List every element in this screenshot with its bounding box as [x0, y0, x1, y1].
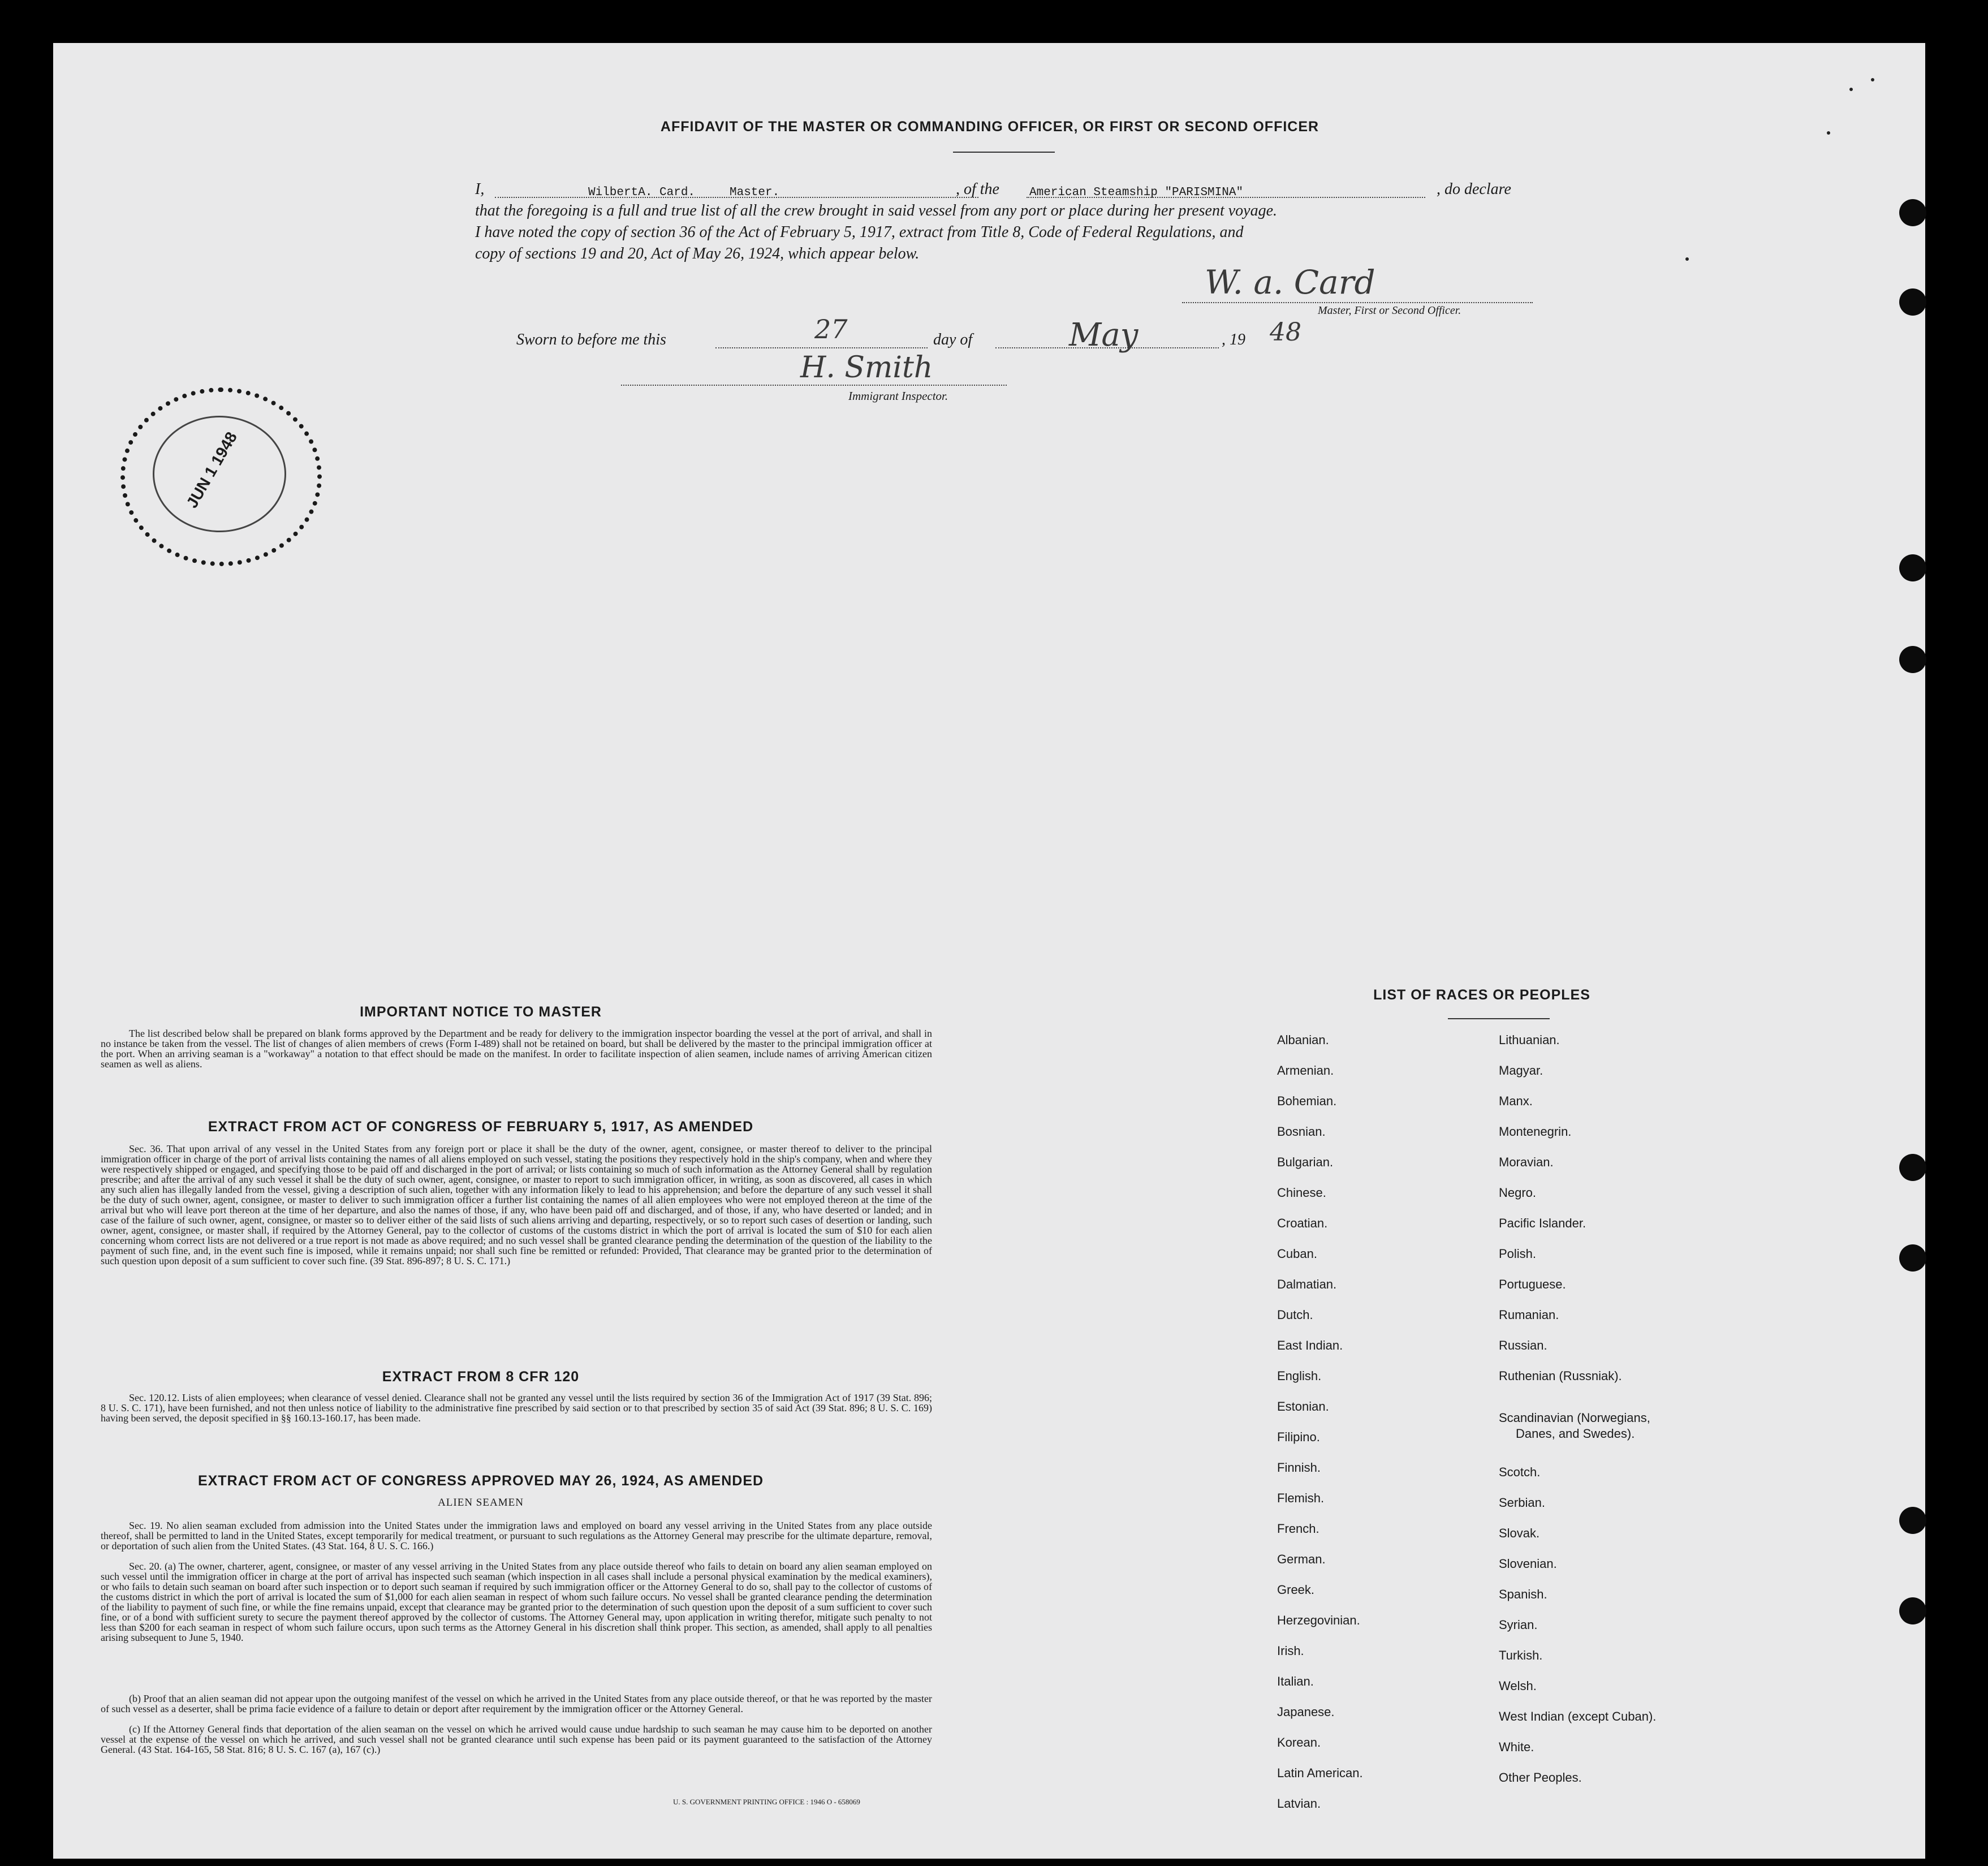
declaration-line-3: I have noted the copy of section 36 of the Act of February 5, 1917, extract from Title 8, Code of Federal Regulations, and [475, 223, 1244, 241]
race-item: Filipino. [1277, 1430, 1320, 1444]
inspector-title: Immigrant Inspector. [848, 389, 948, 403]
race-item: Bulgarian. [1277, 1155, 1334, 1169]
declaration-line-2: that the foregoing is a full and true list of all the crew brought in said vessel from any port or place during her present voyage. [475, 202, 1278, 219]
race-item: Ruthenian (Russniak). [1499, 1369, 1622, 1383]
date-stamp-text: JUN 1 1948 [183, 429, 241, 511]
i-label: I, [475, 180, 485, 198]
printer-imprint: U. S. GOVERNMENT PRINTING OFFICE : 1946 O - 658069 [673, 1798, 860, 1806]
races-title: LIST OF RACES OR PEOPLES [1373, 987, 1590, 1003]
punch-hole-1 [1899, 199, 1926, 226]
race-item: Dutch. [1277, 1308, 1313, 1322]
race-item: Moravian. [1499, 1155, 1554, 1169]
extract-1924-title: EXTRACT FROM ACT OF CONGRESS APPROVED MAY 26, 1924, AS AMENDED [197, 1473, 764, 1489]
race-item: Pacific Islander. [1499, 1216, 1586, 1230]
race-item: Danes, and Swedes). [1516, 1427, 1635, 1441]
race-item: Korean. [1277, 1735, 1321, 1749]
race-item: Irish. [1277, 1644, 1304, 1658]
extract-cfr-title: EXTRACT FROM 8 CFR 120 [382, 1369, 580, 1385]
race-item: Russian. [1499, 1338, 1547, 1352]
punch-hole-2 [1899, 288, 1926, 316]
race-item: German. [1277, 1552, 1326, 1566]
extract-1924-subtitle: ALIEN SEAMEN [438, 1497, 524, 1509]
race-item: Lithuanian. [1499, 1033, 1560, 1047]
race-item: Latin American. [1277, 1766, 1363, 1780]
sworn-year: 48 [1270, 318, 1301, 347]
race-item: Armenian. [1277, 1063, 1334, 1078]
races-title-underline [1448, 1018, 1550, 1019]
race-item: Scotch. [1499, 1465, 1541, 1479]
race-item: Japanese. [1277, 1705, 1335, 1719]
notice-title: IMPORTANT NOTICE TO MASTER [360, 1004, 602, 1020]
race-item: Manx. [1499, 1094, 1533, 1108]
races-right-column [1499, 1033, 1793, 1825]
race-item: Slovenian. [1499, 1557, 1557, 1571]
race-item: Serbian. [1499, 1496, 1545, 1510]
race-item: Rumanian. [1499, 1308, 1559, 1322]
of-the-label: , of the [956, 180, 999, 198]
race-item: Chinese. [1277, 1186, 1326, 1200]
day-of-label: day of [933, 331, 973, 348]
extract-1924-sec20a: Sec. 20. (a) The owner, charterer, agent, consignee, or master of any vessel arriving in the United States from any place outside thereof who fails to detain on board any alien seaman employed on such vessel until the immigration officer in charge at the port of arrival has inspected such seaman (which inspection in all cases shall include a personal physical examination by the medical examiners), or who fails to detain such seaman on board after such inspection or to deport such seaman if required by such immigration officer or the Attorney General to do so, shall pay to the collector of customs of the customs district in which the port of arrival is located the sum of $1,000 for each alien seaman in respect of whom such failure occurs. No vessel shall be granted clearance pending the determination of the liability to payment of such fine, or while the fine remains unpaid, except that clearance may be granted prior to the determination of such question upon the deposit of a sum sufficient to cover such fine, or of a bond with sufficient surety to secure the payment thereof approved by the collector of customs. The Attorney General may, upon application in writing therefor, mitigate such penalty to not less than $200 for each seaman in respect of whom such failure occurs, upon such terms as the Attorney General in his discretion shall think proper. This section, as amended, shall apply to all penalties arising subsequent to June 5, 1940. [101, 1561, 932, 1643]
title-underline [953, 152, 1055, 153]
punch-hole-6 [1899, 1244, 1926, 1272]
speck [1685, 257, 1689, 261]
race-item: Slovak. [1499, 1526, 1540, 1540]
race-item: French. [1277, 1522, 1319, 1536]
master-signature-line [1182, 302, 1533, 303]
speck [1827, 131, 1830, 135]
race-item: White. [1499, 1740, 1534, 1754]
affidavit-title: AFFIDAVIT OF THE MASTER OR COMMANDING OFFICER, OR FIRST OR SECOND OFFICER [660, 119, 1319, 135]
race-item: Syrian. [1499, 1618, 1538, 1632]
rank-field: Master. [730, 186, 780, 199]
extract-1917-text: Sec. 36. That upon arrival of any vessel in the United States from any foreign port or place it shall be the duty of the owner, agent, consignee, or master thereof to deliver to the principal immigration officer in charge of the port of arrival lists containing the names of all aliens employed on such vessel, stating the positions they respectively hold in the ship's company, when and where they were respectively shipped or engaged, and specifying those to be paid off and discharged in the port of arrival; or lists containing so much of such information as the Attorney General shall by regulation prescribe; and after the arrival of any such vessel it shall be the duty of such owner, agent, consignee, or master to report to such immigration officer, in writing, as soon as discovered, all cases in which any such alien has illegally landed from the vessel, giving a description of such alien, together with any information likely to lead to his apprehension; and before the departure of any such vessel it shall be the duty of such owner, agent, consignee, or master to deliver to such immigration officer a further list containing the names of all alien employees who were not employed thereon at the time of the arrival but who will leave port thereon at the time of her departure, and also the names of those, if any, who have been paid off and discharged, and of those, if any, who have deserted or landed; and in case of the failure of such owner, agent, consignee, or master so to deliver either of the said lists of such aliens arriving and departing, respectively, or so to report such cases of desertion or landing, such owner, agent, consignee, or master shall, if required by the Attorney General, pay to the collector of customs of the customs district in which the port of arrival is located the sum of $10 for each alien concerning whom correct lists are not delivered or a true report is not made as above required; and no such vessel shall be granted clearance pending the determination of the question of the liability to the payment of such fine, and, in the event such fine is imposed, while it remains unpaid; nor shall such fine be remitted or refunded: Provided, That clearance may be granted prior to the determination of such question upon deposit of a sum sufficient to cover such fine. (39 Stat. 896-897; 8 U. S. C. 171.) [101, 1143, 932, 1266]
race-item: Bohemian. [1277, 1094, 1337, 1108]
race-item: Spanish. [1499, 1587, 1547, 1601]
race-item: Finnish. [1277, 1460, 1321, 1475]
extract-1924-sec19: Sec. 19. No alien seaman excluded from admission into the United States under the immigration laws and employed on board any vessel arriving in the United States from any place outside thereof, shall be permitted to land in the United States, except temporarily for medical treatment, or pursuant to such regulations as the Attorney General may prescribe for the ultimate departure, removal, or deportation of such alien from the United States. (43 Stat. 164, 8 U. S. C. 166.) [101, 1520, 932, 1552]
race-item: Flemish. [1277, 1491, 1325, 1505]
vessel-dotline [1027, 197, 1425, 198]
races-left-column [1277, 1033, 1481, 1825]
extract-1917-title: EXTRACT FROM ACT OF CONGRESS OF FEBRUARY 5, 1917, AS AMENDED [208, 1119, 754, 1135]
race-item: Latvian. [1277, 1796, 1321, 1811]
race-item: Herzegovinian. [1277, 1613, 1360, 1627]
race-item: English. [1277, 1369, 1322, 1383]
race-item: Negro. [1499, 1186, 1537, 1200]
race-item: Estonian. [1277, 1399, 1329, 1413]
race-item: Bosnian. [1277, 1124, 1326, 1139]
race-item: Albanian. [1277, 1033, 1329, 1047]
extract-1924-sec20b: (b) Proof that an alien seaman did not appear upon the outgoing manifest of the vessel on which he arrived in the United States from any place outside thereof, or that he was reported by the master of such vessel as a deserter, shall be prima facie evidence of a failure to detain or deport after requirement by the immigration officer or the Attorney General. [101, 1693, 932, 1714]
declaration-line-4: copy of sections 19 and 20, Act of May 26, 1924, which appear below. [475, 245, 920, 262]
race-item: Scandinavian (Norwegians, [1499, 1411, 1650, 1425]
race-item: Magyar. [1499, 1063, 1543, 1078]
extract-1924-sec20c: (c) If the Attorney General finds that deportation of the alien seaman on the vessel on which he arrived would cause undue hardship to such seaman he may cause him to be deported on another vessel at the expense of the vessel on which he arrived, and such vessel shall not be granted clearance until such expense has been paid or its payment guaranteed to the satisfaction of the Attorney General. (43 Stat. 164-165, 58 Stat. 816; 8 U. S. C. 167 (a), 167 (c).) [101, 1723, 932, 1755]
race-item: Welsh. [1499, 1679, 1537, 1693]
race-item: Croatian. [1277, 1216, 1328, 1230]
name-dotline [495, 197, 978, 198]
race-item: Dalmatian. [1277, 1277, 1337, 1291]
master-name-field: WilbertA. Card. [588, 186, 696, 199]
sworn-day: 27 [814, 314, 848, 344]
speck [1871, 78, 1874, 81]
declaration-block [475, 180, 1538, 270]
inspector-signature-line [621, 385, 1007, 386]
speck [1849, 88, 1853, 91]
race-item: Portuguese. [1499, 1277, 1566, 1291]
do-declare-label: , do declare [1437, 180, 1511, 198]
race-item: East Indian. [1277, 1338, 1343, 1352]
race-item: Polish. [1499, 1247, 1537, 1261]
race-item: Cuban. [1277, 1247, 1317, 1261]
race-item: Greek. [1277, 1583, 1315, 1597]
master-signature: W. a. Card [1205, 263, 1375, 301]
sworn-month: May [1069, 317, 1139, 354]
race-item: West Indian (except Cuban). [1499, 1709, 1657, 1723]
sworn-label: Sworn to before me this [516, 331, 666, 348]
extract-cfr-text: Sec. 120.12. Lists of alien employees; when clearance of vessel denied. Clearance shall not be granted any vessel until the lists required by section 36 of the Immigration Act of 1917 (39 Stat. 896; 8 U. S. C. 171), have been furnished, and not then unless notice of liability to the administrative fine prescribed by said section or to that prescribed by section 35 of said Act (39 Stat. 896; 8 U. S. C. 169) having been served, the deposit specified in §§ 160.13-160.17, has been made. [101, 1392, 932, 1424]
race-item: Montenegrin. [1499, 1124, 1572, 1139]
year-prefix: , 19 [1222, 331, 1245, 348]
punch-hole-4 [1899, 646, 1926, 673]
vessel-field: American Steamship "PARISMINA" [1029, 186, 1244, 199]
race-item: Other Peoples. [1499, 1770, 1582, 1785]
punch-hole-8 [1899, 1597, 1926, 1624]
race-item: Turkish. [1499, 1648, 1543, 1662]
punch-hole-7 [1899, 1507, 1926, 1534]
punch-hole-3 [1899, 554, 1926, 581]
signer-title: Master, First or Second Officer. [1318, 304, 1461, 317]
notice-text: The list described below shall be prepared on blank forms approved by the Department and be ready for delivery to the immigration inspector boarding the vessel at the port of arrival, and shall in no instance be taken from the vessel. The list of changes of alien members of crews (Form I-489) shall not be retained on board, but shall be delivered by the master to the principal immigration officer at the port. When an arriving seaman is a "workaway" a notation to that effect should be made on the manifest. In order to facilitate inspection of alien seamen, include names of arriving American citizen seamen as well as aliens. [101, 1028, 932, 1070]
day-dotline [715, 347, 928, 348]
punch-hole-5 [1899, 1154, 1926, 1181]
inspector-signature: H. Smith [800, 351, 933, 385]
race-item: Italian. [1277, 1674, 1314, 1688]
